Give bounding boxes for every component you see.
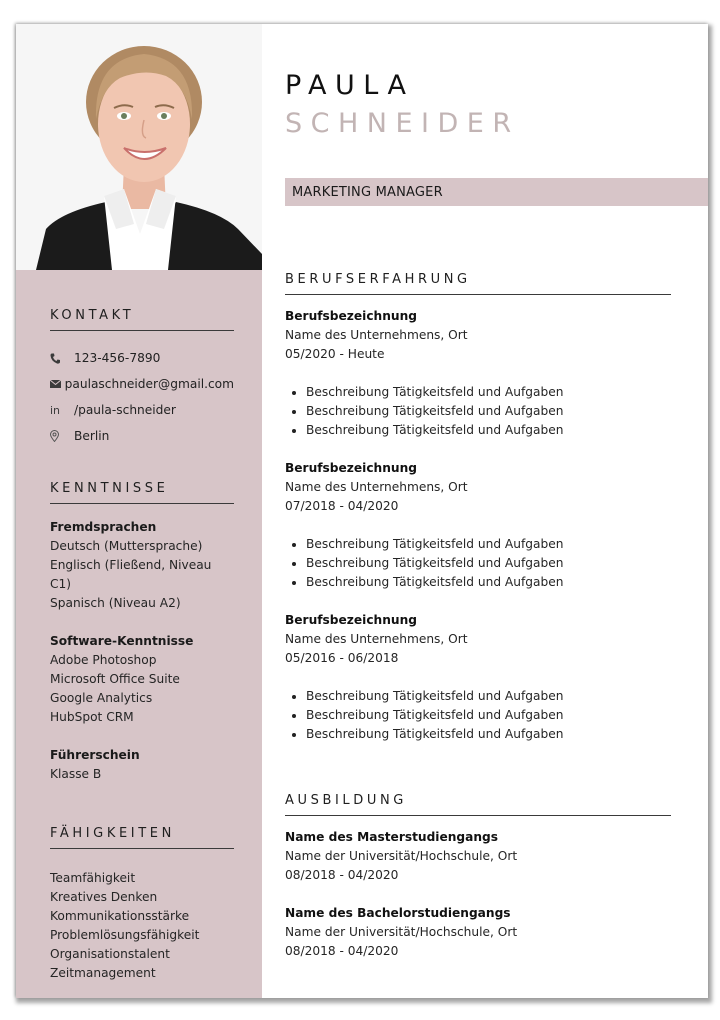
education-entry [285, 904, 671, 961]
knowledge-heading: KENNTNISSE [50, 481, 234, 504]
bullet-item: Beschreibung Tätigkeitsfeld und Aufgaben [285, 535, 671, 554]
education-dates: 08/2018 - 04/2020 [285, 944, 399, 958]
list-item: Klasse B [50, 767, 102, 781]
skills-heading: FÄHIGKEITEN [50, 826, 234, 849]
license-group [50, 746, 234, 784]
bullet-item: Beschreibung Tätigkeitsfeld und Aufgaben [285, 402, 671, 421]
skills-section [50, 826, 234, 983]
first-name: PAULA [285, 70, 415, 101]
sidebar-content [50, 308, 234, 983]
linkedin-handle[interactable]: /paula-schneider [74, 403, 176, 417]
skill-item: Kommunikationsstärke [50, 909, 190, 923]
email-address[interactable]: paulaschneider@gmail.com [64, 377, 234, 391]
bullet-item: Beschreibung Tätigkeitsfeld und Aufgaben [285, 687, 671, 706]
job-title: MARKETING MANAGER [292, 184, 443, 200]
portrait-illustration [16, 24, 262, 270]
job-entry [285, 459, 671, 592]
group-title: Führerschein [50, 748, 140, 762]
school-name: Name der Universität/Hochschule, Ort [285, 849, 518, 863]
job-entry-title: Berufsbezeichnung [285, 613, 417, 627]
list-item: Spanisch (Niveau A2) [50, 596, 181, 610]
contact-location [50, 423, 234, 449]
school-name: Name der Universität/Hochschule, Ort [285, 925, 518, 939]
list-item: Englisch (Fließend, Niveau C1) [50, 558, 212, 591]
location: Berlin [74, 429, 110, 443]
bullet-item: Beschreibung Tätigkeitsfeld und Aufgaben [285, 573, 671, 592]
contact-heading: KONTAKT [50, 308, 234, 331]
phone-icon [50, 353, 74, 364]
experience-section [285, 272, 671, 744]
last-name: SCHNEIDER [285, 108, 520, 139]
list-item: Adobe Photoshop [50, 653, 157, 667]
software-group [50, 632, 234, 727]
profile-photo [16, 24, 262, 270]
group-title: Fremdsprachen [50, 520, 157, 534]
phone-number[interactable]: 123-456-7890 [74, 351, 161, 365]
skill-item: Problemlösungsfähigkeit [50, 928, 200, 942]
bullet-item: Beschreibung Tätigkeitsfeld und Aufgaben [285, 383, 671, 402]
education-section [285, 793, 671, 961]
skill-item: Kreatives Denken [50, 890, 158, 904]
bullet-item: Beschreibung Tätigkeitsfeld und Aufgaben [285, 706, 671, 725]
job-entry-dates: 05/2016 - 06/2018 [285, 651, 399, 665]
education-entry [285, 828, 671, 885]
bullet-item: Beschreibung Tätigkeitsfeld und Aufgaben [285, 421, 671, 440]
job-entry-title: Berufsbezeichnung [285, 461, 417, 475]
skill-item: Organisationstalent [50, 947, 170, 961]
skills-list [50, 869, 234, 983]
job-entry-dates: 05/2020 - Heute [285, 347, 385, 361]
contact-section [50, 308, 234, 449]
job-entry-company: Name des Unternehmens, Ort [285, 480, 468, 494]
list-item: Microsoft Office Suite [50, 672, 180, 686]
job-title-banner [285, 178, 708, 206]
list-item: Deutsch (Muttersprache) [50, 539, 203, 553]
job-entry-title: Berufsbezeichnung [285, 309, 417, 323]
knowledge-section [50, 481, 234, 784]
bullet-item: Beschreibung Tätigkeitsfeld und Aufgaben [285, 554, 671, 573]
contact-phone [50, 345, 234, 371]
job-entry-company: Name des Unternehmens, Ort [285, 632, 468, 646]
list-item: HubSpot CRM [50, 710, 134, 724]
skill-item: Teamfähigkeit [50, 871, 136, 885]
job-entry [285, 307, 671, 440]
group-title: Software-Kenntnisse [50, 634, 194, 648]
contact-list [50, 345, 234, 449]
skill-item: Zeitmanagement [50, 966, 156, 980]
location-pin-icon [50, 430, 74, 442]
job-bullets [285, 383, 671, 440]
education-heading: AUSBILDUNG [285, 793, 671, 816]
contact-linkedin [50, 397, 234, 423]
education-dates: 08/2018 - 04/2020 [285, 868, 399, 882]
bullet-item: Beschreibung Tätigkeitsfeld und Aufgaben [285, 725, 671, 744]
degree-name: Name des Masterstudiengangs [285, 830, 499, 844]
job-entry [285, 611, 671, 744]
linkedin-icon: in [50, 403, 61, 417]
degree-name: Name des Bachelorstudiengangs [285, 906, 511, 920]
job-bullets [285, 687, 671, 744]
experience-heading: BERUFSERFAHRUNG [285, 272, 671, 295]
languages-group [50, 518, 234, 613]
sidebar [16, 24, 262, 998]
resume-page [16, 24, 708, 998]
job-entry-company: Name des Unternehmens, Ort [285, 328, 468, 342]
contact-email [50, 371, 234, 397]
job-bullets [285, 535, 671, 592]
list-item: Google Analytics [50, 691, 153, 705]
job-entry-dates: 07/2018 - 04/2020 [285, 499, 399, 513]
email-icon [50, 380, 65, 388]
